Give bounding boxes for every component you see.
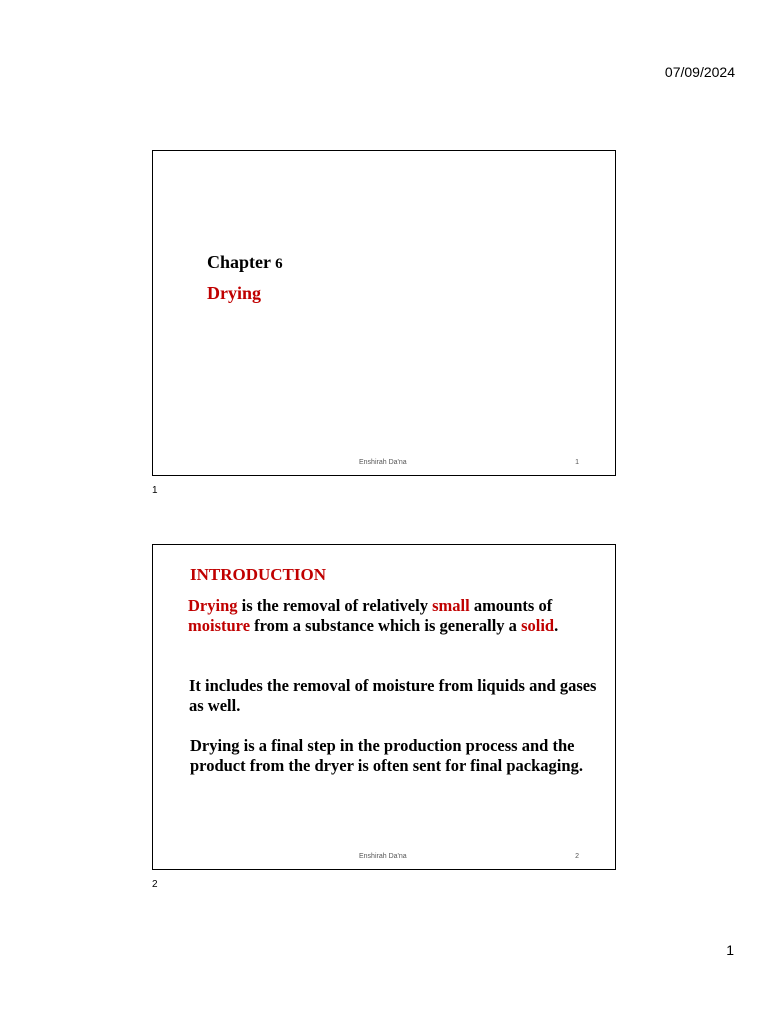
highlight-solid: solid	[521, 616, 555, 635]
slide-label: 1	[152, 485, 158, 496]
slide-number: 2	[575, 853, 579, 860]
slide-author: Enshirah Da'na	[359, 459, 407, 466]
paragraph-final-step: Drying is a final step in the production process and the product from the dryer is often sent for final packaging.	[190, 736, 583, 775]
highlight-drying: Drying	[188, 596, 238, 615]
chapter-number: 6	[275, 256, 283, 272]
page-date: 07/09/2024	[664, 64, 735, 80]
chapter-label	[207, 252, 283, 273]
slide-label: 2	[152, 879, 158, 890]
slide-1	[152, 150, 616, 476]
slide-2	[152, 544, 616, 870]
slide-author: Enshirah Da'na	[359, 853, 407, 860]
chapter-word: Chapter	[207, 252, 271, 272]
highlight-moisture: moisture	[188, 616, 251, 635]
section-heading: INTRODUCTION	[190, 565, 327, 584]
text-run: .	[554, 616, 559, 635]
page-number: 1	[726, 942, 734, 958]
slide-number: 1	[575, 459, 579, 466]
paragraph-definition	[188, 596, 598, 636]
highlight-small: small	[432, 596, 470, 615]
text-run: amounts of	[469, 596, 553, 615]
text-run: is the removal of relatively	[237, 596, 433, 615]
paragraph-liquids-gases: It includes the removal of moisture from liquids and gases as well.	[189, 676, 597, 715]
text-run: from a substance which is generally a	[250, 616, 522, 635]
slide-title: Drying	[207, 283, 261, 303]
